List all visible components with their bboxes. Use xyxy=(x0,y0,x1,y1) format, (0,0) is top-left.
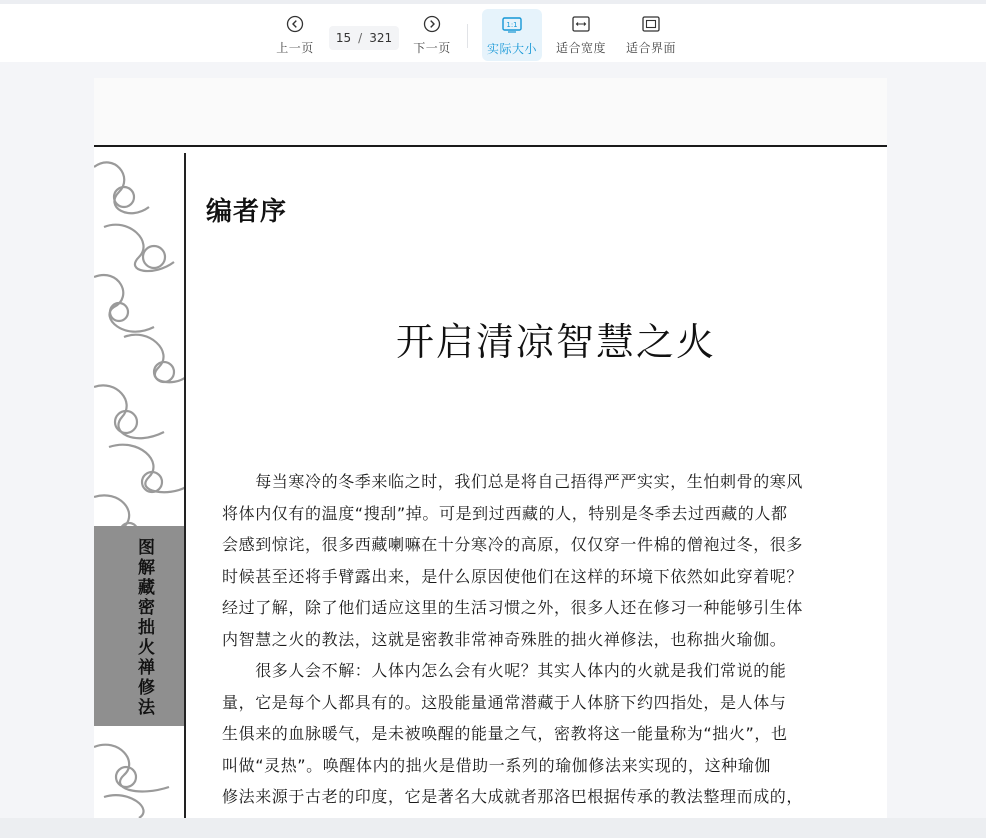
article-title: 开启清凉智慧之火 xyxy=(396,320,717,364)
prev-page-label: 上一页 xyxy=(276,41,314,55)
page-separator: / xyxy=(358,31,363,45)
text-line: 经过了解，除了他们适应这里的生活习惯之外，很多人还在修习一种能够引生体 xyxy=(222,598,804,617)
fit-width-icon xyxy=(571,14,591,34)
prev-page-button[interactable] xyxy=(274,10,316,58)
actual-size-icon-text: 1:1 xyxy=(506,21,518,30)
text-line: 每当寒冷的冬季来临之时，我们总是将自己捂得严严实实，生怕刺骨的寒风 xyxy=(222,472,804,491)
text-line: 内智慧之火的教法，这就是密教非常神奇殊胜的拙火禅修法，也称拙火瑜伽。 xyxy=(222,629,787,649)
total-pages: 321 xyxy=(369,31,393,45)
fit-width-label: 适合宽度 xyxy=(555,41,606,55)
next-page-label: 下一页 xyxy=(413,41,451,55)
fit-page-label: 适合界面 xyxy=(625,41,676,55)
body-text xyxy=(222,466,838,813)
bottom-scroll-area[interactable] xyxy=(0,818,986,838)
actual-size-button[interactable] xyxy=(482,9,542,61)
fit-page-icon xyxy=(641,14,661,34)
viewer-toolbar xyxy=(0,0,986,62)
page-indicator[interactable] xyxy=(329,26,399,50)
current-page-number[interactable]: 15 xyxy=(335,31,352,45)
page-header-area xyxy=(94,78,887,145)
text-line: 时候甚至还将手臂露出来，是什么原因使他们在这样的环境下依然如此穿着呢？ xyxy=(222,566,804,586)
text-line: 将体内仅有的温度“搜刮”掉。可是到过西藏的人，特别是冬季去过西藏的人都 xyxy=(222,503,788,523)
document-page[interactable] xyxy=(94,78,887,818)
text-line: 修法来源于古老的印度，它是著名大成就者那洛巴根据传承的教法整理而成的， xyxy=(222,787,804,806)
fit-page-button[interactable] xyxy=(623,10,679,58)
chevron-right-circle-icon xyxy=(422,14,442,34)
header-rule xyxy=(94,145,887,147)
text-line: 会感到惊诧，很多西藏喇嘛在十分寒冷的高原，仅仅穿一件棉的僧袍过冬，很多 xyxy=(222,535,804,554)
chevron-left-circle-icon xyxy=(285,14,305,34)
text-line: 生俱来的血脉暖气，是未被唤醒的能量之气，密教将这一能量称为“拙火”，也 xyxy=(222,724,788,743)
section-label: 编者序 xyxy=(206,197,288,227)
sidebar-rule xyxy=(184,153,186,818)
fit-width-button[interactable] xyxy=(553,10,609,58)
toolbar-divider xyxy=(467,24,468,48)
actual-size-label: 实际大小 xyxy=(486,42,537,56)
text-line: 很多人会不解：人体内怎么会有火呢？其实人体内的火就是我们常说的能 xyxy=(222,661,787,680)
actual-size-icon xyxy=(502,15,522,35)
sidebar-book-title: 图解藏密拙火禅修法 xyxy=(134,538,154,718)
next-page-button[interactable] xyxy=(411,10,453,58)
text-line: 量，它是每个人都具有的。这股能量通常潜藏于人体脐下约四指处，是人体与 xyxy=(222,692,787,712)
text-line: 叫做“灵热”。唤醒体内的拙火是借助一系列的瑜伽修法来实现的，这种瑜伽 xyxy=(222,755,771,775)
